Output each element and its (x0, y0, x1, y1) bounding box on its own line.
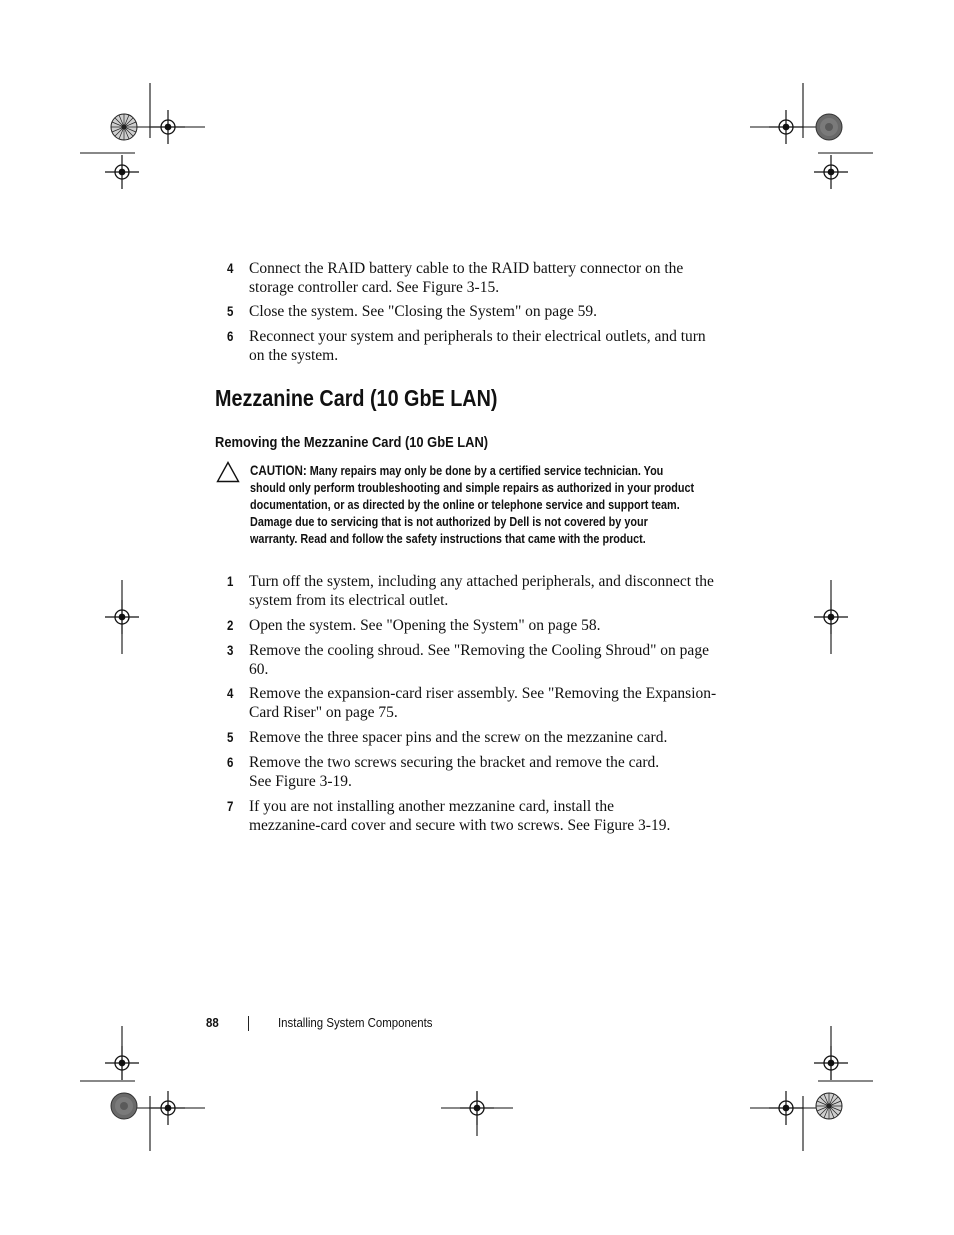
list-item (227, 572, 727, 610)
step-text: If you are not installing another mezzanine card, install the mezzanine-card cover and secure with two screws. See Figure 3-19. (249, 798, 671, 834)
page-number: 88 (206, 1015, 219, 1030)
step-text: Reconnect your system and peripherals to their electrical outlets, and turn on the system. (249, 328, 706, 364)
step-number: 3 (227, 643, 234, 658)
step-text: Remove the expansion-card riser assembly. See "Removing the Expansion-Card Riser" on page 75. (249, 685, 717, 721)
step-number: 6 (227, 755, 234, 770)
step-number: 1 (227, 574, 234, 589)
list-item (227, 259, 727, 297)
step-number: 5 (227, 730, 234, 745)
step-number: 5 (227, 304, 234, 319)
list-item (227, 327, 727, 365)
caution-notice (250, 462, 697, 548)
step-text: Connect the RAID battery cable to the RAID battery connector on the storage controller card. See Figure 3-15. (249, 260, 684, 296)
step-text: Open the system. See "Opening the System" on page 58. (249, 617, 601, 634)
list-item (227, 797, 727, 835)
list-item (227, 753, 727, 791)
step-text: Remove the cooling shroud. See "Removing the Cooling Shroud" on page 60. (249, 642, 709, 678)
footer-chapter-title: Installing System Components (278, 1015, 433, 1030)
list-item (227, 684, 727, 722)
step-text: Remove the three spacer pins and the screw on the mezzanine card. (249, 729, 668, 746)
list-item (227, 616, 727, 635)
step-number: 6 (227, 329, 234, 344)
step-number: 2 (227, 618, 234, 633)
step-text: Remove the two screws securing the bracket and remove the card. See Figure 3-19. (249, 754, 660, 790)
footer-divider (248, 1016, 249, 1031)
step-text: Close the system. See "Closing the System" on page 59. (249, 303, 598, 320)
step-number: 4 (227, 686, 234, 701)
list-item (227, 728, 727, 747)
step-number: 4 (227, 261, 234, 276)
caution-text: Many repairs may only be done by a certified service technician. You should only perform troubleshooting and simple repairs as authorized in your product documentation, or as directed by the online or telephone service and support team. Damage due to servicing that is not authorized by Dell is not covered by your warranty. Read and follow the safety instructions that came with the product. (250, 464, 695, 546)
list-item (227, 302, 727, 321)
caution-label: CAUTION: (250, 463, 307, 478)
section-title: Mezzanine Card (10 GbE LAN) (215, 385, 498, 411)
subsection-title: Removing the Mezzanine Card (10 GbE LAN) (215, 434, 489, 451)
list-item (227, 641, 727, 679)
step-number: 7 (227, 799, 234, 814)
step-text: Turn off the system, including any attached peripherals, and disconnect the system from its electrical outlet. (249, 573, 714, 609)
caution-triangle-icon (216, 461, 240, 483)
